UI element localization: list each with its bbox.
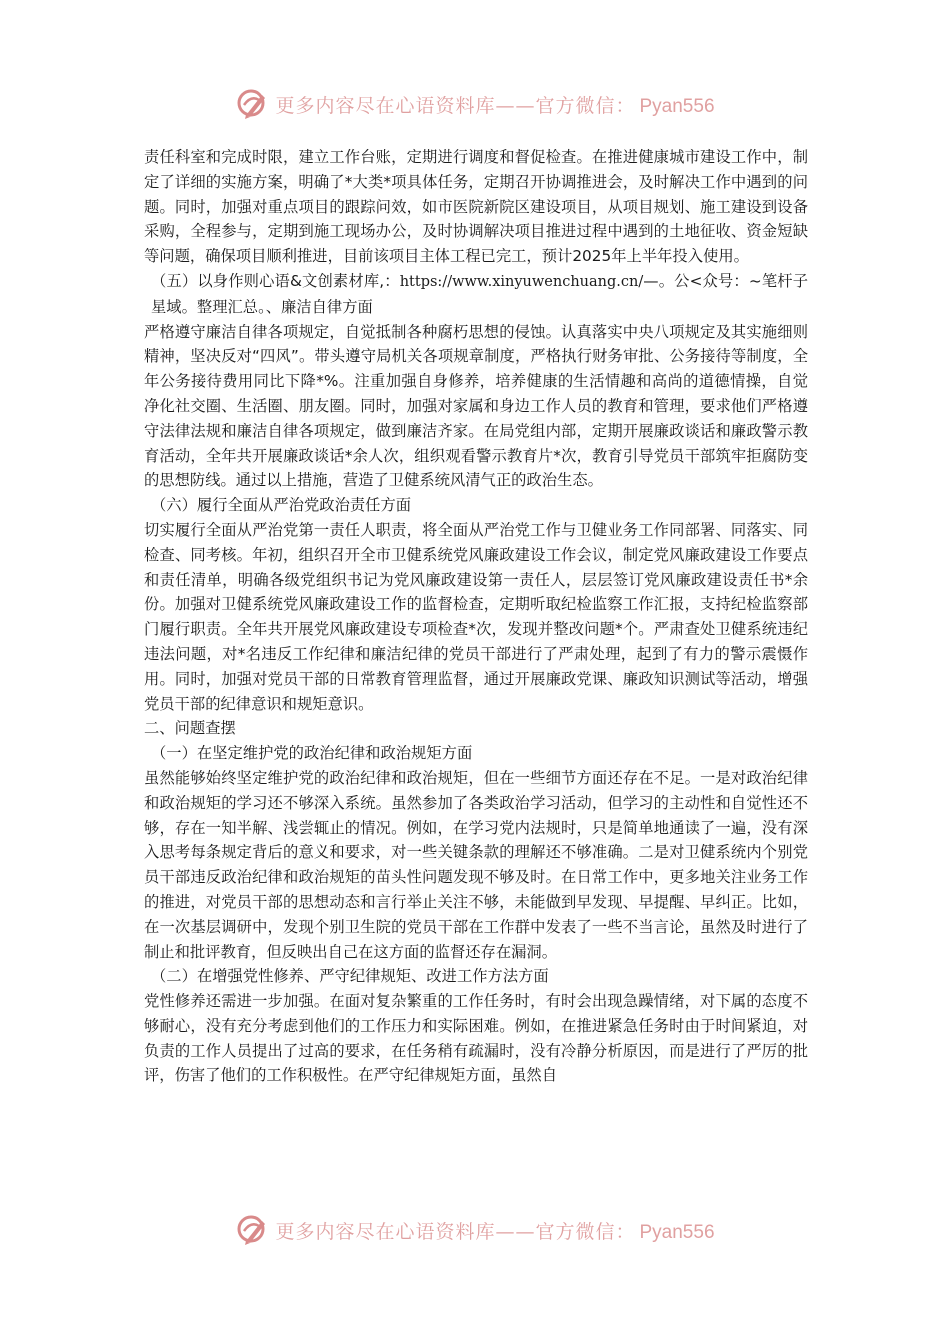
heading-section-5-suffix: —。公<众号：~笔杆子星域。整理汇总。、廉洁自律方面 xyxy=(151,271,809,316)
paragraph-4: 虽然能够始终坚定维护党的政治纪律和政治规矩，但在一些细节方面还存在不足。一是对政治纪律和政治规矩的学习还不够深入系统。虽然参加了各类政治学习活动，但学习的主动性和自觉性还不够，存在一知半解、浅尝辄止的情况。例如，在学习党内法规时，只是简单地通读了一遍，没有深入思考每条规定背后的意义和要求，对一些关键条款的理解还不够准确。二是对卫健系统内个别党员干部违反政治纪律和政治规矩的苗头性问题发现不够及时。在日常工作中，更多地关注业务工作的推进，对党员干部的思想动态和言行举止关注不够，未能做到早发现、早提醒、早纠正。比如，在一次基层调研中，发现个别卫生院的党员干部在工作群中发表了一些不当言论，虽然及时进行了制止和批评教育，但反映出自己在这方面的监督还存在漏洞。 xyxy=(144,768,808,961)
footer-dash: —— xyxy=(495,1220,536,1243)
heading-section-5-prefix: （五）以身作则心语&文创素材库,： xyxy=(151,271,400,290)
footer-brand: 更多内容尽在心语资料库 xyxy=(275,1220,496,1243)
footer-banner-text xyxy=(275,1217,714,1244)
pen-logo-icon xyxy=(235,87,269,121)
document-body xyxy=(144,145,808,1088)
pen-logo-icon xyxy=(235,1213,269,1247)
header-banner-text xyxy=(275,91,714,118)
heading-problem-2: （二）在增强党性修养、严守纪律规矩、改进工作方法方面 xyxy=(151,967,549,986)
header-banner xyxy=(0,84,950,124)
paragraph-1: 责任科室和完成时限，建立工作台账，定期进行调度和督促检查。在推进健康城市建设工作中，制定了详细的实施方案，明确了*大类*项具体任务，定期召开协调推进会，及时解决工作中遇到的问题。同时，加强对重点项目的跟踪问效，如市医院新院区建设项目，从项目规划、施工建设到设备采购，全程参与，定期到施工现场办公，及时协调解决项目推进过程中遇到的土地征收、资金短缺等问题，确保项目顺利推进，目前该项目主体工程已完工，预计2025年上半年投入使用。 xyxy=(144,148,808,266)
footer-banner xyxy=(0,1210,950,1250)
heading-problems: 二、问题查摆 xyxy=(144,719,236,738)
paragraph-3: 切实履行全面从严治党第一责任人职责，将全面从严治党工作与卫健业务工作同部署、同落实、同检查、同考核。年初，组织召开全市卫健系统党风廉政建设工作会议，制定党风廉政建设工作要点和责任清单，明确各级党组织书记为党风廉政建设第一责任人，层层签订党风廉政建设责任书*余份。加强对卫健系统党风廉政建设工作的监督检查，定期听取纪检监察工作汇报，支持纪检监察部门履行职责。全年共开展党风廉政建设专项检查*次，发现并整改问题*个。严肃查处卫健系统违纪违法问题，对*名违反工作纪律和廉洁纪律的党员干部进行了严肃处理，起到了有力的警示震慑作用。同时，加强对党员干部的日常教育管理监督，通过开展廉政党课、廉政知识测试等活动，增强党员干部的纪律意识和规矩意识。 xyxy=(144,520,808,713)
footer-contact-label: 官方微信： xyxy=(535,1220,636,1243)
footer-contact-id: Pyan556 xyxy=(639,1221,715,1243)
paragraph-2: 严格遵守廉洁自律各项规定，自觉抵制各种腐朽思想的侵蚀。认真落实中央八项规定及其实施细则精神，坚决反对“四风”。带头遵守局机关各项规章制度，严格执行财务审批、公务接待等制度，全年公务接待费用同比下降*%。注重加强自身修养，培养健康的生活情趣和高尚的道德情操，自觉净化社交圈、生活圈、朋友圈。同时，加强对家属和身边工作人员的教育和管理，要求他们严格遵守法律法规和廉洁自律各项规定，做到廉洁齐家。在局党组内部，定期开展廉政谈话和廉政警示教育活动，全年共开展廉政谈话*余人次，组织观看警示教育片*次，教育引导党员干部筑牢拒腐防变的思想防线。通过以上措施，营造了卫健系统风清气正的政治生态。 xyxy=(144,322,808,490)
header-contact-label: 官方微信： xyxy=(535,94,636,117)
heading-problem-1: （一）在坚定维护党的政治纪律和政治规矩方面 xyxy=(151,744,473,763)
paragraph-5: 党性修养还需进一步加强。在面对复杂繁重的工作任务时，有时会出现急躁情绪，对下属的态度不够耐心，没有充分考虑到他们的工作压力和实际困难。例如，在推进紧急任务时由于时间紧迫，对负责的工作人员提出了过高的要求，在任务稍有疏漏时，没有冷静分析原因，而是进行了严厉的批评，伤害了他们的工作积极性。在严守纪律规矩方面，虽然自 xyxy=(144,992,808,1085)
heading-section-6: （六）履行全面从严治党政治责任方面 xyxy=(151,496,412,515)
header-brand: 更多内容尽在心语资料库 xyxy=(275,94,496,117)
source-url-link[interactable]: https://www.xinyuwenchuang.cn/ xyxy=(399,273,644,290)
heading-section-5 xyxy=(144,269,808,320)
header-contact-id: Pyan556 xyxy=(639,95,715,117)
header-dash: —— xyxy=(495,94,536,117)
